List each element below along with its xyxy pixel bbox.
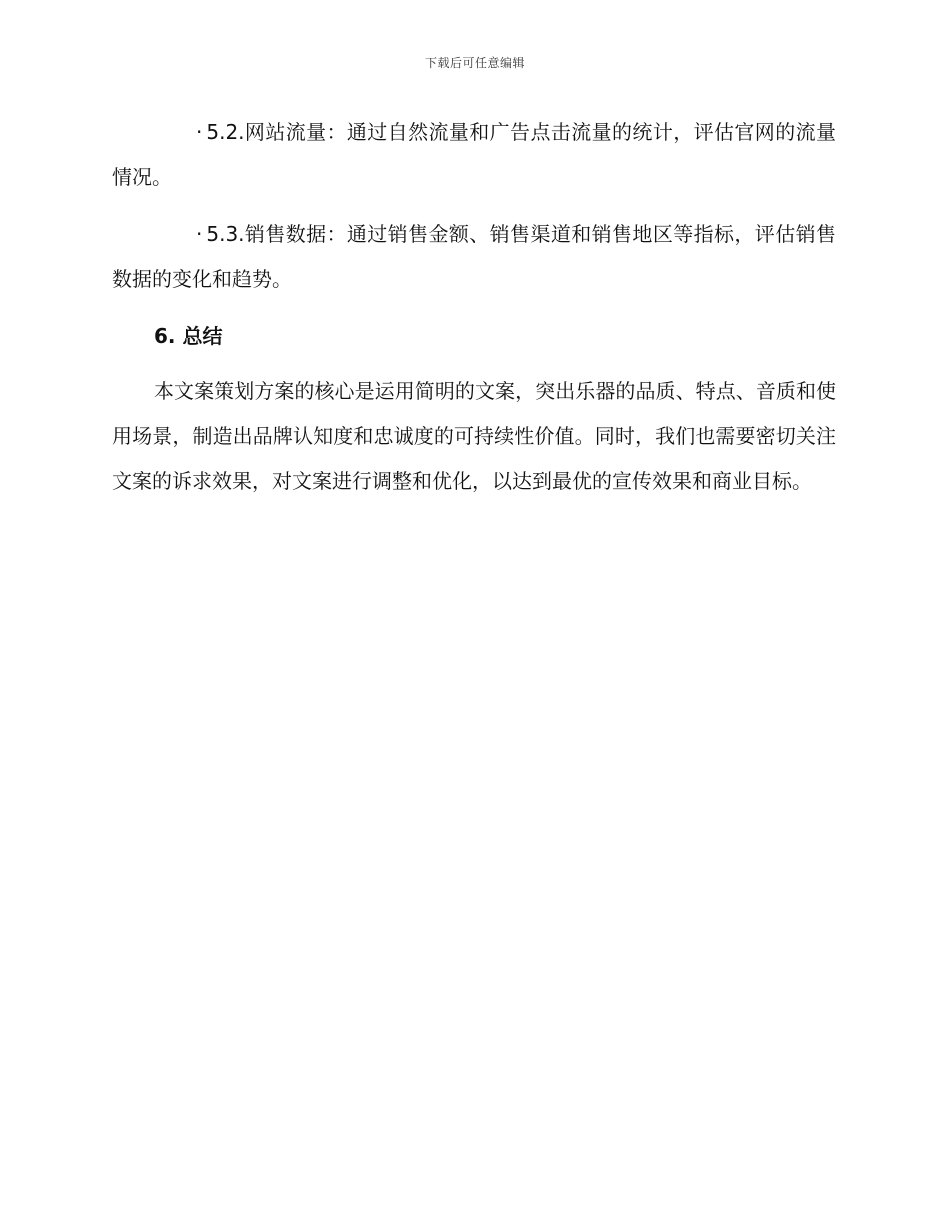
list-item-sales-data — [112, 212, 836, 302]
bullet-marker: · — [196, 120, 203, 144]
section-heading-summary: 6. 总结 — [154, 324, 223, 348]
page-header: 下载后可任意编辑 — [424, 56, 525, 70]
list-item-text: 5.3.销售数据：通过销售金额、销售渠道和销售地区等指标，评估销售数据的变化和趋势。 — [112, 222, 836, 291]
list-item-text: 5.2.网站流量：通过自然流量和广告点击流量的统计，评估官网的流量情况。 — [112, 120, 836, 189]
document-body — [112, 110, 836, 516]
summary-paragraph: 本文案策划方案的核心是运用简明的文案，突出乐器的品质、特点、音质和使用场景，制造出品牌认知度和忠诚度的可持续性价值。同时，我们也需要密切关注文案的诉求效果，对文案进行调整和优化，以达到最优的宣传效果和商业目标。 — [112, 379, 836, 493]
bullet-marker: · — [196, 222, 203, 246]
list-item-website-traffic — [112, 110, 836, 200]
